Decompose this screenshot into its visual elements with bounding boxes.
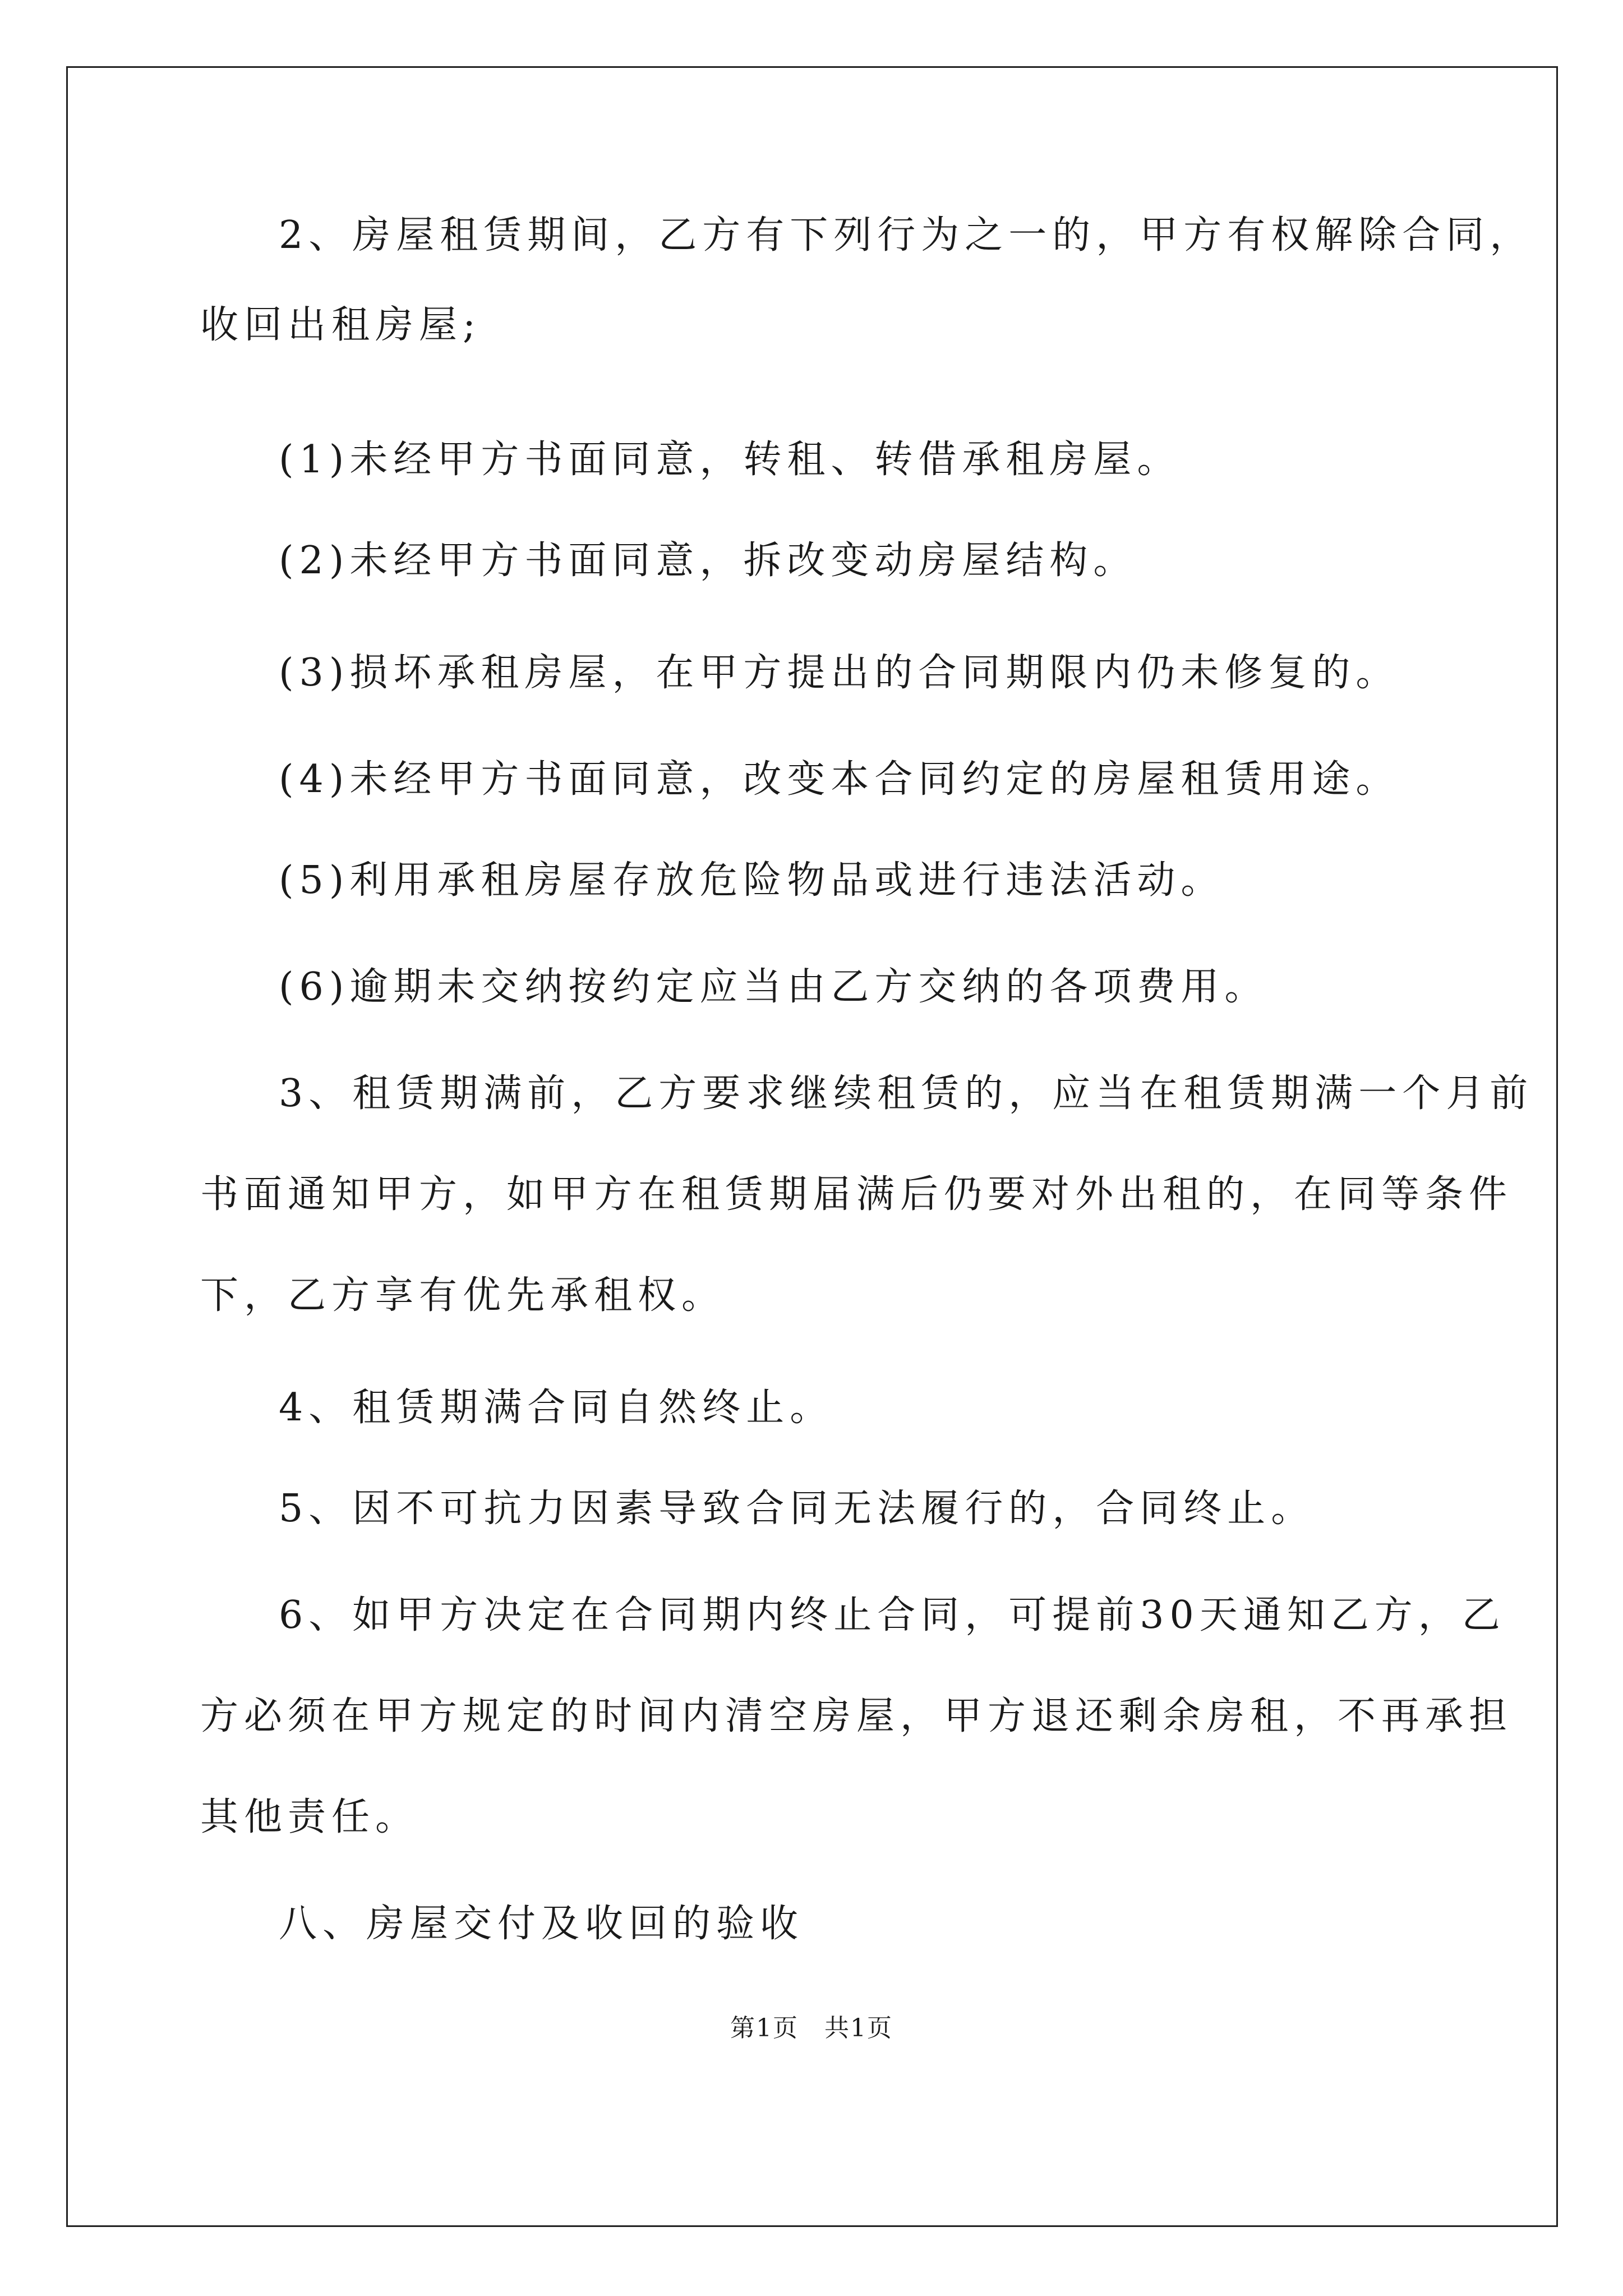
paragraph-line: 2、房屋租赁期间，乙方有下列行为之一的，甲方有权解除合同，	[279, 213, 1534, 257]
section-heading: 八、房屋交付及收回的验收	[279, 1902, 804, 1946]
paragraph-line: 方必须在甲方规定的时间内清空房屋，甲方退还剩余房租，不再承担	[200, 1694, 1513, 1738]
paragraph-line: 收回出租房屋;	[200, 303, 481, 347]
paragraph-line: (3)损坏承租房屋，在甲方提出的合同期限内仍未修复的。	[279, 651, 1400, 695]
paragraph-line: (1)未经甲方书面同意，转租、转借承租房屋。	[279, 438, 1181, 482]
paragraph-line: (2)未经甲方书面同意，拆改变动房屋结构。	[279, 539, 1137, 583]
paragraph-line: 6、如甲方决定在合同期内终止合同，可提前30天通知乙方，乙	[279, 1593, 1506, 1637]
paragraph-line: (6)逾期未交纳按约定应当由乙方交纳的各项费用。	[279, 965, 1269, 1009]
paragraph-line: 下，乙方享有优先承租权。	[200, 1273, 726, 1318]
paragraph-line: (4)未经甲方书面同意，改变本合同约定的房屋租赁用途。	[279, 757, 1400, 802]
page-footer: 第1页 共1页	[730, 2014, 893, 2042]
paragraph-line: 3、租赁期满前，乙方要求继续租赁的，应当在租赁期满一个月前	[279, 1071, 1534, 1116]
paragraph-line: 4、租赁期满合同自然终止。	[279, 1386, 834, 1430]
paragraph-line: 5、因不可抗力因素导致合同无法履行的，合同终止。	[279, 1487, 1315, 1531]
paragraph-line: (5)利用承租房屋存放危险物品或进行违法活动。	[279, 858, 1225, 903]
paragraph-line: 书面通知甲方，如甲方在租赁期届满后仍要对外出租的，在同等条件	[200, 1172, 1513, 1217]
paragraph-line: 其他责任。	[200, 1795, 419, 1839]
